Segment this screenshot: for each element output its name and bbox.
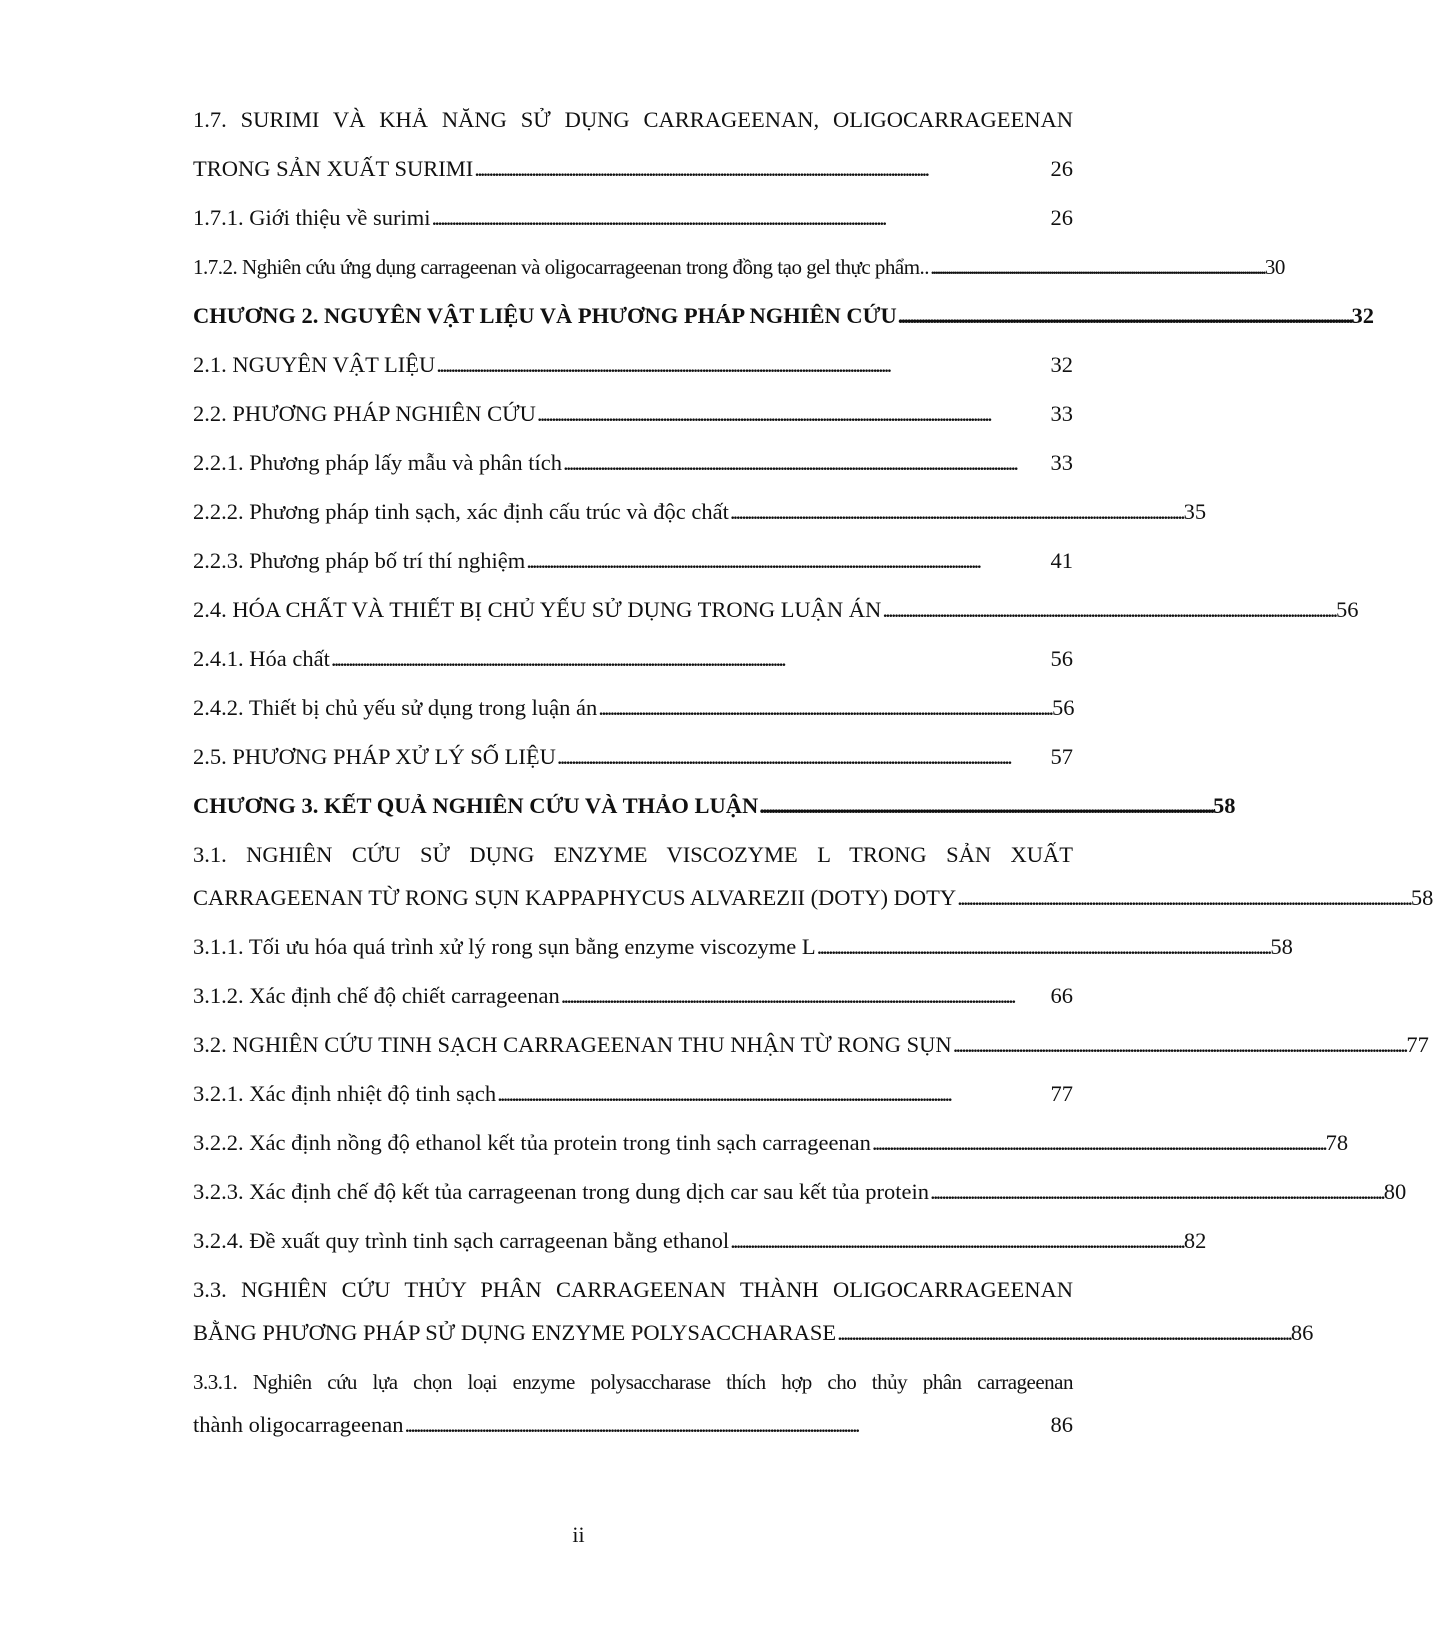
toc-entry-3-3-1-line2[interactable] [193, 1399, 1073, 1439]
dot-leader [474, 155, 1048, 183]
toc-entry-3-2-2[interactable] [193, 1117, 1349, 1157]
toc-entry-3-2-1[interactable] [193, 1068, 1073, 1108]
toc-page-number: 32 [1050, 352, 1073, 377]
toc-entry-1-7-line1[interactable] [193, 94, 1073, 134]
toc-page-number: 86 [1290, 1320, 1314, 1345]
toc-entry-text: BẰNG PHƯƠNG PHÁP SỬ DỤNG ENZYME POLYSACCHARASE [193, 1320, 837, 1345]
toc-entry-chapter-3[interactable] [193, 780, 1236, 820]
toc-entry-text: 3.2.2. Xác định nồng độ ethanol kết tủa protein trong tinh sạch carrageenan [193, 1130, 871, 1155]
toc-entry-text: 2.2.3. Phương pháp bố trí thí nghiệm [193, 548, 526, 573]
dot-leader [759, 792, 1211, 820]
toc-page-number: 58 [1270, 934, 1293, 959]
dot-leader [598, 694, 1050, 722]
toc-entry-text: CARRAGEENAN TỪ RONG SỤN KAPPAPHYCUS ALVAREZII (DOTY) DOTY [193, 885, 957, 910]
toc-entry-text: CHƯƠNG 3. KẾT QUẢ NGHIÊN CỨU VÀ THẢO LUẬN [193, 793, 759, 818]
toc-page-number: 80 [1383, 1179, 1407, 1204]
dot-leader [561, 982, 1049, 1010]
toc-entry-text: 3.2. NGHIÊN CỨU TINH SẠCH CARRAGEENAN THU NHẬN TỪ RONG SỤN [193, 1032, 952, 1057]
toc-entry-3-1-1[interactable] [193, 921, 1293, 961]
dot-leader [930, 1178, 1382, 1206]
dot-leader [526, 547, 1048, 575]
toc-entry-3-1-line1[interactable] [193, 829, 1073, 869]
dot-leader [537, 400, 1049, 428]
dot-leader [837, 1319, 1289, 1347]
toc-entry-text: 2.4. HÓA CHẤT VÀ THIẾT BỊ CHỦ YẾU SỬ DỤNG TRONG LUẬN ÁN [193, 597, 882, 622]
toc-entry-text: 1.7.2. Nghiên cứu ứng dụng carrageenan và oligocarrageenan trong đồng tạo gel thực phẩm.. [193, 255, 930, 279]
toc-entry-2-4-2[interactable] [193, 682, 1073, 722]
dot-leader [930, 253, 1263, 281]
toc-entry-3-1-2[interactable] [193, 970, 1073, 1010]
toc-page-number: 58 [1410, 885, 1433, 910]
toc-entry-text: 2.2.2. Phương pháp tinh sạch, xác định cấu trúc và độc chất [193, 499, 729, 524]
toc-page-number: 35 [1183, 499, 1207, 524]
toc-entry-text: TRONG SẢN XUẤT SURIMI [193, 156, 474, 181]
toc-page-number: 41 [1050, 548, 1073, 573]
toc-entry-text: 2.4.2. Thiết bị chủ yếu sử dụng trong luận án [193, 695, 598, 720]
toc-page-number: 57 [1050, 744, 1073, 769]
toc-entry-text: 3.3.1. Nghiên cứu lựa chọn loại enzyme polysaccharase thích hợp cho thủy phân carrageenan [193, 1370, 1073, 1394]
dot-leader [882, 596, 1334, 624]
toc-entry-text: 3.2.1. Xác định nhiệt độ tinh sạch [193, 1081, 497, 1106]
toc-page-number: 58 [1213, 793, 1236, 818]
toc-page-number: 32 [1351, 303, 1375, 328]
toc-entry-text: thành oligocarrageenan [193, 1412, 404, 1437]
toc-entry-1-7-line2[interactable] [193, 143, 1073, 183]
toc-entry-3-3-1-line1[interactable] [193, 1356, 1073, 1396]
dot-leader [497, 1080, 1048, 1108]
toc-entry-2-5[interactable] [193, 731, 1073, 771]
toc-entry-2-2[interactable] [193, 388, 1073, 428]
toc-page-number: 56 [1336, 597, 1359, 622]
toc-page-number: 77 [1406, 1032, 1429, 1057]
toc-entry-text: 3.2.3. Xác định chế độ kết tủa carrageenan trong dung dịch car sau kết tủa protein [193, 1179, 929, 1204]
dot-leader [953, 1031, 1405, 1059]
toc-page-number: 56 [1050, 646, 1073, 671]
toc-entry-text: CHƯƠNG 2. NGUYÊN VẬT LIỆU VÀ PHƯƠNG PHÁP NGHIÊN CỨU [193, 303, 897, 328]
toc-page-number: 33 [1050, 401, 1073, 426]
toc-entry-2-2-3[interactable] [193, 535, 1073, 575]
toc-entry-3-2[interactable] [193, 1019, 1429, 1059]
toc-entry-text: 3.1.1. Tối ưu hóa quá trình xử lý rong sụn bằng enzyme viscozyme L [193, 934, 816, 959]
toc-page-number: 26 [1050, 156, 1073, 181]
dot-leader [872, 1129, 1324, 1157]
page-number: ii [572, 1522, 585, 1547]
toc-entry-2-2-2[interactable] [193, 486, 1207, 526]
toc-entry-text: 1.7. SURIMI VÀ KHẢ NĂNG SỬ DỤNG CARRAGEENAN, OLIGOCARRAGEENAN [193, 107, 1073, 132]
toc-entry-text: 2.5. PHƯƠNG PHÁP XỬ LÝ SỐ LIỆU [193, 744, 556, 769]
dot-leader [432, 204, 1049, 232]
toc-entry-text: 3.1. NGHIÊN CỨU SỬ DỤNG ENZYME VISCOZYME L TRONG SẢN XUẤT [193, 842, 1073, 867]
toc-page-number: 56 [1051, 695, 1075, 720]
toc-page-number: 33 [1050, 450, 1073, 475]
toc-entry-text: 2.2. PHƯƠNG PHÁP NGHIÊN CỨU [193, 401, 536, 426]
toc-entry-2-2-1[interactable] [193, 437, 1073, 477]
toc-entry-3-1-line2[interactable] [193, 872, 1433, 912]
dot-leader [563, 449, 1048, 477]
toc-entry-2-1[interactable] [193, 339, 1073, 379]
toc-entry-2-4-1[interactable] [193, 633, 1073, 673]
toc-entry-3-3-line2[interactable] [193, 1307, 1314, 1347]
dot-leader [898, 302, 1350, 330]
toc-page-number: 86 [1050, 1412, 1073, 1437]
toc-entry-1-7-2[interactable] [193, 241, 1285, 281]
dot-leader [331, 645, 1049, 673]
dot-leader [436, 351, 1048, 379]
dot-leader [405, 1411, 1049, 1439]
toc-entry-chapter-2[interactable] [193, 290, 1375, 330]
toc-page-number: 82 [1183, 1228, 1207, 1253]
dot-leader [557, 743, 1049, 771]
toc-entry-text: 2.1. NGUYÊN VẬT LIỆU [193, 352, 436, 377]
toc-entry-text: 2.2.1. Phương pháp lấy mẫu và phân tích [193, 450, 563, 475]
toc-page-number: 77 [1050, 1081, 1073, 1106]
toc-page-number: 78 [1325, 1130, 1349, 1155]
toc-entry-3-2-4[interactable] [193, 1215, 1207, 1255]
toc-entry-text: 3.3. NGHIÊN CỨU THỦY PHÂN CARRAGEENAN THÀNH OLIGOCARRAGEENAN [193, 1277, 1073, 1302]
dot-leader [817, 933, 1269, 961]
toc-entry-1-7-1[interactable] [193, 192, 1073, 232]
toc-entry-3-2-3[interactable] [193, 1166, 1407, 1206]
toc-page-number: 30 [1264, 255, 1285, 279]
toc-entry-text: 1.7.1. Giới thiệu về surimi [193, 205, 431, 230]
toc-page-number: 66 [1050, 983, 1073, 1008]
dot-leader [730, 498, 1182, 526]
toc-entry-text: 3.2.4. Đề xuất quy trình tinh sạch carrageenan bằng ethanol [193, 1228, 730, 1253]
dot-leader [730, 1227, 1182, 1255]
toc-entry-text: 3.1.2. Xác định chế độ chiết carrageenan [193, 983, 560, 1008]
toc-entry-3-3-line1[interactable] [193, 1264, 1073, 1304]
toc-entry-text: 2.4.1. Hóa chất [193, 646, 330, 671]
toc-entry-2-4[interactable] [193, 584, 1359, 624]
dot-leader [957, 884, 1409, 912]
toc-page-number: 26 [1050, 205, 1073, 230]
